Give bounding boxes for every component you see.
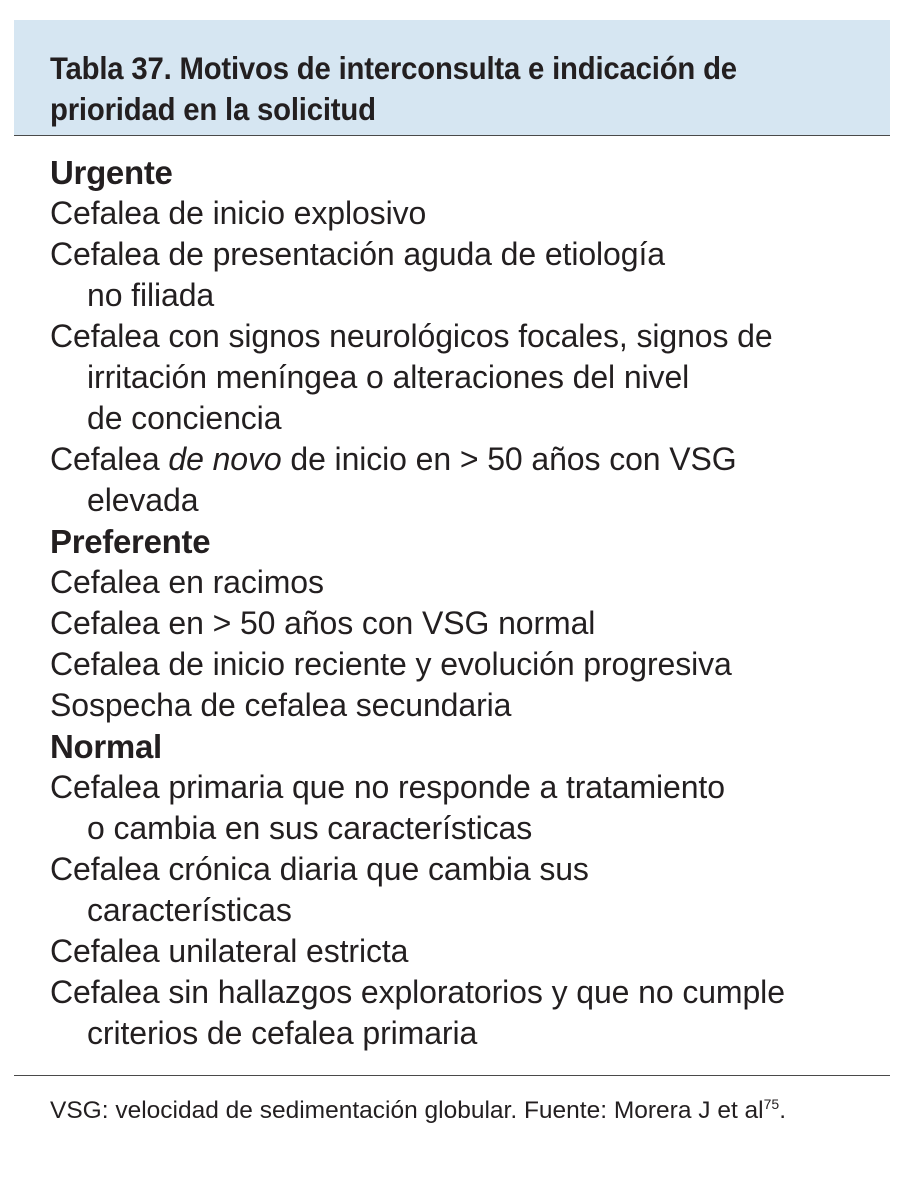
table-container: [14, 20, 890, 1074]
table-footnote: [50, 1094, 880, 1128]
footnote-reference: 75: [763, 1096, 780, 1112]
table-body: [14, 136, 890, 1074]
list-item: Cefalea de inicio reciente y evolución progresiva: [50, 646, 732, 682]
section-heading-normal: Normal: [50, 728, 162, 765]
list-item: Cefalea de inicio explosivo: [50, 195, 427, 231]
list-item: Cefalea sin hallazgos exploratorios y que no cumple criterios de cefalea primaria: [50, 974, 785, 1051]
footer-divider: [14, 1075, 890, 1076]
table-title: Tabla 37. Motivos de interconsulta e indicación de prioridad en la solicitud: [50, 50, 737, 127]
section-heading-urgente: Urgente: [50, 154, 173, 191]
list-item: Cefalea primaria que no responde a tratamiento o cambia en sus características: [50, 769, 725, 846]
item-text-pre: Cefalea: [50, 441, 169, 477]
item-text-italic: de novo: [168, 441, 282, 477]
list-item: Sospecha de cefalea secundaria: [50, 687, 512, 723]
list-item: Cefalea unilateral estricta: [50, 933, 409, 969]
list-item: [50, 439, 890, 521]
list-item: Cefalea con signos neurológicos focales, signos de irritación meníngea o alteraciones del nivel de conciencia: [50, 318, 773, 436]
list-item: Cefalea en racimos: [50, 564, 324, 600]
table-header: [14, 20, 890, 136]
footnote-text: VSG: velocidad de sedimentación globular. Fuente: Morera J et al: [50, 1097, 764, 1124]
footnote-end: .: [779, 1097, 787, 1124]
list-item: Cefalea en > 50 años con VSG normal: [50, 605, 596, 641]
list-item: Cefalea de presentación aguda de etiología no filiada: [50, 236, 665, 313]
item-text-post: de inicio en > 50 años con VSG elevada: [87, 441, 737, 518]
section-heading-preferente: Preferente: [50, 523, 211, 560]
list-item: Cefalea crónica diaria que cambia sus características: [50, 851, 589, 928]
